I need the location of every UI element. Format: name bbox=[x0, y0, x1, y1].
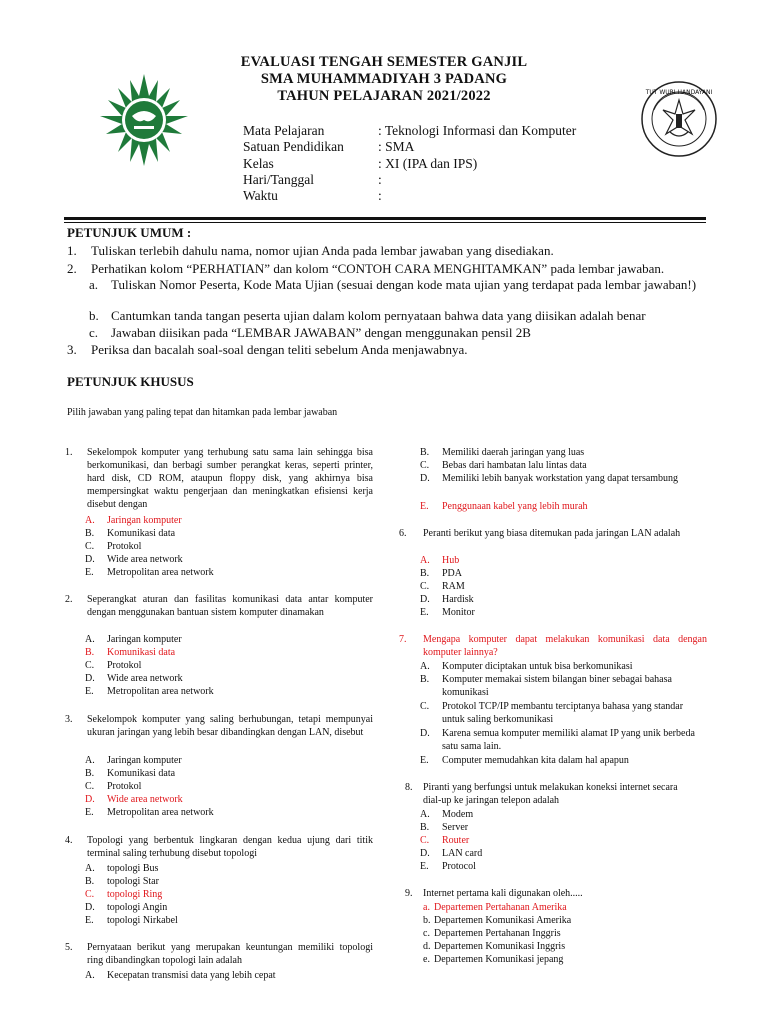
question-7: 7. Mengapa komputer dapat melakukan komunikasi data dengan komputer lainnya? A. Komputer diciptakan untuk bisa berkomunikasi B. Komputer memakai sistem bilangan biner sebagai bahasa komunikasi C. Protokol TCP/IP membantu terciptanya bahasa yang standar untuk saling berkomunikasi D. Karena semua komputer memiliki alamat IP yang unik berbeda satu sama lain. E. Computer memudahkan kita dalam hal apapun bbox=[399, 634, 707, 766]
item-text: Periksa dan bacalah soal-soal dengan teliti sebelum Anda menjawabnya. bbox=[91, 342, 468, 357]
item-number: 2. bbox=[67, 261, 77, 276]
question-8: 8. Piranti yang berfungsi untuk melakukan koneksi internet secara dial-up ke jaringan telepon adalah A. Modem B. Server C. Router D. LAN card E. Protocol bbox=[405, 781, 707, 875]
info-label: Hari/Tanggal bbox=[243, 172, 315, 187]
question-1: 1. Sekelompok komputer yang terhubung satu sama lain sehingga bisa berkomunikasi, dan berbagi sumber perangkat keras, seperti printer, hard disk, CD ROM, ataupun floppy disk, yang akhirnya bisa mempersingkat waktu pengerjaan dan meningkatkan efisiensi kerja disebut dengan A. Jaringan komputer B. Komunikasi data C. Protokol D. Wide area network E. Metropolitan area network bbox=[65, 447, 373, 578]
divider-thick bbox=[64, 217, 706, 220]
question-3: 3. Sekelompok komputer yang saling berhubungan, tetapi mempunyai ukuran jaringan yang lebih besar dibandingkan dengan LAN, disebut A. Jaringan komputer B. Komunikasi data C. Protokol D. Wide area network E. Metropolitan area network bbox=[65, 714, 373, 818]
question-number: 5. bbox=[65, 942, 73, 953]
item-number: c. bbox=[89, 325, 99, 340]
info-value: : XI (IPA dan IPS) bbox=[378, 156, 478, 171]
question-number: 3. bbox=[65, 714, 73, 725]
item-number: a. bbox=[89, 277, 99, 292]
question-text: Seperangkat aturan dan fasilitas komunikasi data antar komputer dengan menggunakan bantuan sistem komputer dinamakan bbox=[87, 594, 373, 618]
info-value: : bbox=[378, 188, 382, 203]
general-item-3 bbox=[67, 342, 707, 358]
question-text: Piranti yang berfungsi untuk melakukan koneksi internet secara dial-up ke jaringan telepon adalah bbox=[423, 782, 678, 806]
question-number: 1. bbox=[65, 447, 73, 458]
general-item-1 bbox=[67, 243, 707, 259]
question-text: Topologi yang berbentuk lingkaran dengan kedua ujung dari titik terminal saling terhubung disebut topologi bbox=[87, 835, 373, 859]
option-d: D. Memiliki lebih banyak workstation yang dapat tersambung bbox=[420, 473, 679, 484]
item-number: 3. bbox=[67, 342, 77, 357]
info-label: Waktu bbox=[243, 188, 278, 203]
question-9: 9. Internet pertama kali digunakan oleh..... a. Departemen Pertahanan Amerika b. Departemen Komunikasi Amerika c. Departemen Pertahanan Inggris d. Departemen Komunikasi Inggris e. Departemen Komunikasi jepang bbox=[405, 887, 707, 969]
question-5-continued: B. Memiliki daerah jaringan yang luas C. Bebas dari hambatan lalu lintas data D. Memiliki lebih banyak workstation yang dapat tersambung E. Penggunaan kabel yang lebih murah bbox=[420, 447, 679, 512]
item-text: Tuliskan Nomor Peserta, Kode Mata Ujian (sesuai dengan kode mata ujian yang terdapat pada lembar jawaban!) bbox=[111, 277, 697, 292]
logo-ring-text: TUT WURI HANDAYANI bbox=[645, 89, 713, 96]
question-number: 6. bbox=[399, 528, 407, 539]
general-item-2 bbox=[67, 261, 707, 277]
general-item-2a bbox=[89, 277, 705, 311]
question-2: 2. Seperangkat aturan dan fasilitas komunikasi data antar komputer dengan menggunakan bantuan sistem komputer dinamakan A. Jaringan komputer B. Komunikasi data C. Protokol D. Wide area network E. Metropolitan area network bbox=[65, 594, 373, 697]
info-value: : bbox=[378, 172, 382, 187]
special-instruction-text: Pilih jawaban yang paling tepat dan hitamkan pada lembar jawaban bbox=[67, 407, 338, 418]
item-text: Tuliskan terlebih dahulu nama, nomor ujian Anda pada lembar jawaban yang disediakan. bbox=[91, 243, 554, 258]
item-text: Perhatikan kolom “PERHATIAN” dan kolom “CONTOH CARA MENGHITAMKAN” pada lembar jawaban. bbox=[91, 261, 665, 276]
question-text: Sekelompok komputer yang saling berhubungan, tetapi mempunyai ukuran jaringan yang lebih besar dibandingkan dengan LAN, disebut bbox=[87, 714, 373, 738]
info-label: Satuan Pendidikan bbox=[243, 139, 344, 154]
question-4: 4. Topologi yang berbentuk lingkaran dengan kedua ujung dari titik terminal saling terhubung disebut topologi A. topologi Bus B. topologi Star C. topologi Ring D. topologi Angin E. topologi Nirkabel bbox=[65, 835, 373, 926]
question-text: Mengapa komputer dapat melakukan komunikasi data dengan komputer lainnya? bbox=[423, 634, 707, 658]
exam-title-line-3: TAHUN PELAJARAN 2021/2022 bbox=[277, 88, 491, 104]
special-instructions-heading: PETUNJUK KHUSUS bbox=[67, 374, 194, 389]
question-number: 2. bbox=[65, 594, 73, 605]
item-text: Jawaban diisikan pada “LEMBAR JAWABAN” dengan menggunakan pensil 2B bbox=[111, 325, 531, 340]
question-number: 8. bbox=[405, 782, 413, 793]
general-instructions-heading: PETUNJUK UMUM : bbox=[67, 225, 192, 240]
general-item-2c bbox=[89, 325, 705, 341]
item-number: 1. bbox=[67, 243, 77, 258]
exam-title-line-2: SMA MUHAMMADIYAH 3 PADANG bbox=[260, 71, 508, 87]
general-item-2b bbox=[89, 308, 705, 324]
question-text: Peranti berikut yang biasa ditemukan pada jaringan LAN adalah bbox=[423, 528, 681, 539]
info-label: Mata Pelajaran bbox=[243, 123, 325, 138]
question-5: 5. Pernyataan berikut yang merupakan keuntungan memiliki topologi ring dibandingkan topologi lain adalah A. Kecepatan transmisi data yang lebih cepat bbox=[65, 942, 373, 981]
question-6: 6. Peranti berikut yang biasa ditemukan pada jaringan LAN adalah A. Hub B. PDA C. RAM D. Hardisk E. Monitor bbox=[399, 527, 707, 621]
question-text: Sekelompok komputer yang terhubung satu sama lain sehingga bisa berkomunikasi, dan berbagi sumber perangkat keras, seperti printer, hard disk, CD ROM, ataupun floppy disk, yang akhirnya bisa mempersingkat waktu pengerjaan dan meningkatkan efisiensi kerja disebut dengan bbox=[87, 447, 373, 510]
question-text: Pernyataan berikut yang merupakan keuntungan memiliki topologi ring dibandingkan topologi lain adalah bbox=[87, 942, 373, 966]
exam-title-line-1: EVALUASI TENGAH SEMESTER GANJIL bbox=[240, 54, 528, 70]
info-value: : Teknologi Informasi dan Komputer bbox=[378, 123, 577, 138]
item-text: Cantumkan tanda tangan peserta ujian dalam kolom pernyataan bahwa data yang diisikan adalah benar bbox=[111, 308, 646, 323]
info-value: : SMA bbox=[378, 139, 415, 154]
divider-thin bbox=[64, 222, 706, 223]
item-number: b. bbox=[89, 308, 99, 323]
question-number: 4. bbox=[65, 835, 73, 846]
info-label: Kelas bbox=[243, 156, 274, 171]
question-number: 9. bbox=[405, 888, 413, 899]
question-text: Internet pertama kali digunakan oleh..... bbox=[423, 888, 583, 899]
question-number: 7. bbox=[399, 634, 407, 645]
